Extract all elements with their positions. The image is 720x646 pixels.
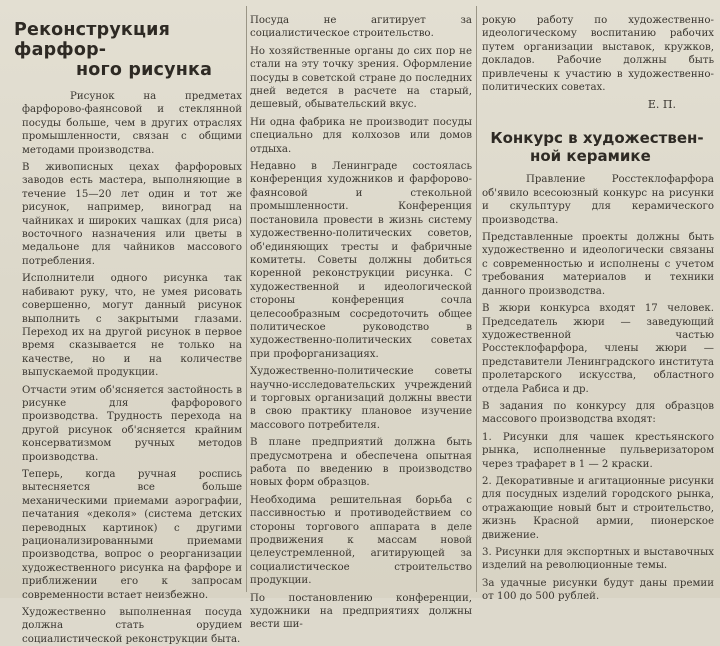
paragraph: Но хозяйственные органы до сих пор не стали на эту точку зрения. Оформление посуды в советской стране до последних дней ведется в расчете на старый, дешевый, обывательский вкус. (250, 45, 472, 111)
paragraph: Художественно выполненная посуда должна стать орудием социалистической реконструкции быта. (22, 607, 242, 645)
article-1-title-line2: ного рисунка (76, 60, 213, 80)
paragraph: По постановлению конференции, художники на предприятиях должны вести ши- (250, 592, 472, 631)
paragraph: Ни одна фабрика не производит посуды специально для колхозов или домов отдыха. (250, 116, 472, 155)
article-2-title-line2: ной керамике (530, 147, 651, 166)
column-2 (250, 0, 472, 631)
paragraph: Представленные проекты должны быть художественно и идеологически связаны с современностью и исполнены с учетом требования материалов и техники данного производства. (482, 232, 714, 297)
article-2-title-line1: Конкурс в художествен- (490, 129, 704, 148)
paragraph: Рисунок на предметах фарфорово-фаянсовой и стеклянной посуды больше, чем в других отраслях промышленности, связан с общими методами производства. (22, 91, 242, 156)
list-item: 2. Декоративные и агитационные рисунки для посудных изделий городского рынка, отражающие новый быт и строительство, жизнь Красной армии, пионерское движение. (482, 475, 714, 541)
list-item: 1. Рисунки для чашек крестьянского рынка, исполненные пульверизатором через трафарет в 1 — 2 краски. (482, 431, 714, 470)
paragraph: Необходима решительная борьба с пассивностью и противодействием со стороны торгового аппарата в деле продвижения к массам новой целеустремленной, агитирующей за социалистическое строительство продукции. (250, 494, 472, 587)
paragraph: За удачные рисунки будут даны премии от 100 до 500 рублей. (482, 577, 714, 603)
paragraph: Теперь, когда ручная роспись вытесняется все больше механическими приемами аэрографии, печатания «деколя» (система детских переводных картинок) с другими рационализированными приемами производства, вопрос о реорганизации художественного рисунка на фарфоре и приближении его к запросам современности встает неизбежно. (22, 468, 242, 601)
article-1-title (14, 20, 242, 80)
paragraph: Недавно в Ленинграде состоялась конференция художников и фарфорово-фаянсовой и стекольной промышленности. Конференция постановила провести в жизнь систему художественно-политических советов, об'единяющих тресты и фабричные комитеты. Советы должны добиться коренной реконструкции рисунка. С художественной и идеологической стороны конференция сочла целесообразным сосредоточить общее политическое руководство в художественно-политических советах при профорганизациях. (250, 161, 472, 360)
column-1 (8, 0, 242, 645)
paragraph: В задания по конкурсу для образцов массового производства входят: (482, 400, 714, 426)
list-item: 3. Рисунки для экспортных и выставочных изделий на революционные темы. (482, 547, 714, 572)
paragraph: Исполнители одного рисунка так набивают руку, что, не умея рисовать совершенно, могут данный рисунок выполнить с закрытыми глазами. Переход их на другой рисунок в первое время сказывается не только на качестве, но и на количестве выпускаемой продукции. (22, 273, 242, 379)
paragraph: Отчасти этим об'ясняется застойность в рисунке для фарфорового производства. Трудность перехода на другой рисунок об'ясняется крайним консерватизмом ручных методов производства. (22, 384, 242, 463)
paragraph: рокую работу по художественно-идеологическому воспитанию рабочих путем организации выставок, кружков, докладов. Рабочие должны быть привлечены к участию в художественно-политических советах. (482, 15, 714, 94)
paragraph: В жюри конкурса входят 17 человек. Председатель жюри — заведующий художественной частью Росстеклофарфора, члены жюри — представители Ленинградского института пролетарского искусства, областного отдела Рабиса и др. (482, 303, 714, 395)
signature: Е. П. (647, 98, 676, 112)
column-rule (476, 6, 477, 592)
column-rule (246, 6, 247, 592)
paragraph: Посуда не агитирует за социалистическое строительство. (250, 15, 472, 40)
column-3 (480, 0, 714, 603)
article-1-title-line1: Реконструкция фарфор- (14, 20, 171, 60)
paragraph: Художественно-политические советы научно-исследовательских учреждений и торговых организаций должны ввести в свою практику плановое изучение массового потребителя. (250, 366, 472, 431)
paragraph: В живописных цехах фарфоровых заводов есть мастера, выполняющие в течение 15—20 лет один и тот же рисунок, например, виноград на чайниках и широких чашках (для риса) восточного назначения или цветы в медальоне для чайников массового потребления. (22, 162, 242, 267)
paragraph: Правление Росстеклофарфора об'явило всесоюзный конкурс на рисунки и скульптуру для керамического производства. (482, 174, 714, 226)
paragraph: В плане предприятий должна быть предусмотрена и обеспечена опытная работа по введению в производство новых форм образцов. (250, 437, 472, 489)
article-2-title (480, 129, 714, 165)
